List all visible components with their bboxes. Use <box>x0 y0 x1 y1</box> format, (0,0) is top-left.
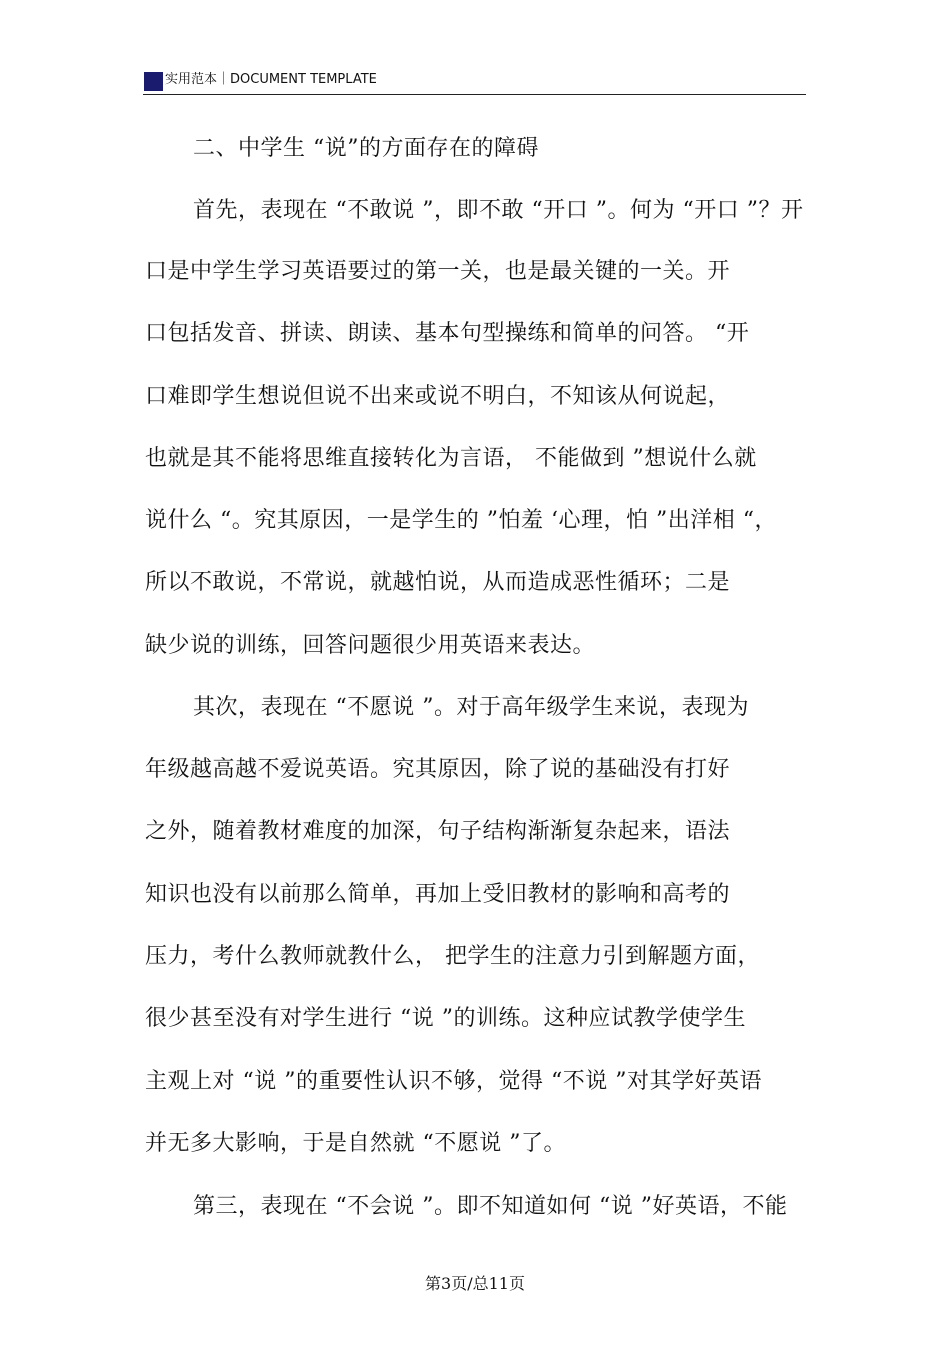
document-header <box>143 68 806 95</box>
paragraph-line: 口包括发音、拼读、朗读、基本句型操练和简单的问答。 “开 <box>145 321 750 346</box>
paragraph-line: 并无多大影响，于是自然就 “不愿说 ”了。 <box>145 1131 566 1156</box>
paragraph-line: 说什么 “。究其原因，一是学生的 ”怕羞 ‘心理，怕 ”出洋相 “， <box>145 508 777 533</box>
paragraph-line: 第三，表现在 “不会说 ”。即不知道如何 “说 ”好英语，不能 <box>193 1194 788 1219</box>
paragraph-line: 首先，表现在 “不敢说 ”，即不敢 “开口 ”。何为 “开口 ”？开 <box>193 198 804 223</box>
paragraph-line: 知识也没有以前那么简单，再加上受旧教材的影响和高考的 <box>145 882 731 907</box>
header-logo-mark <box>144 72 163 91</box>
paragraph-line: 其次，表现在 “不愿说 ”。对于高年级学生来说，表现为 <box>193 695 749 720</box>
header-title: 实用范本｜DOCUMENT TEMPLATE <box>165 72 377 87</box>
paragraph-line: 很少甚至没有对学生进行 “说 ”的训练。这种应试教学使学生 <box>145 1006 746 1031</box>
paragraph-line: 主观上对 “说 ”的重要性认识不够，觉得 “不说 ”对其学好英语 <box>145 1069 762 1094</box>
paragraph-line: 年级越高越不爱说英语。究其原因，除了说的基础没有打好 <box>145 757 731 782</box>
paragraph-line: 缺少说的训练，回答问题很少用英语来表达。 <box>145 633 596 658</box>
paragraph-line: 所以不敢说，不常说，就越怕说，从而造成恶性循环；二是 <box>145 570 731 595</box>
page-number: 第3页/总11页 <box>425 1274 525 1293</box>
paragraph-line: 口难即学生想说但说不出来或说不明白，不知该从何说起， <box>145 384 731 409</box>
paragraph-line: 口是中学生学习英语要过的第一关，也是最关键的一关。开 <box>145 259 731 284</box>
section-heading: 二、中学生 “说”的方面存在的障碍 <box>193 136 539 161</box>
paragraph-line: 之外，随着教材难度的加深，句子结构渐渐复杂起来，语法 <box>145 819 731 844</box>
paragraph-line: 压力，考什么教师就教什么， 把学生的注意力引到解题方面， <box>145 944 760 969</box>
paragraph-line: 也就是其不能将思维直接转化为言语， 不能做到 ”想说什么就 <box>145 446 757 471</box>
